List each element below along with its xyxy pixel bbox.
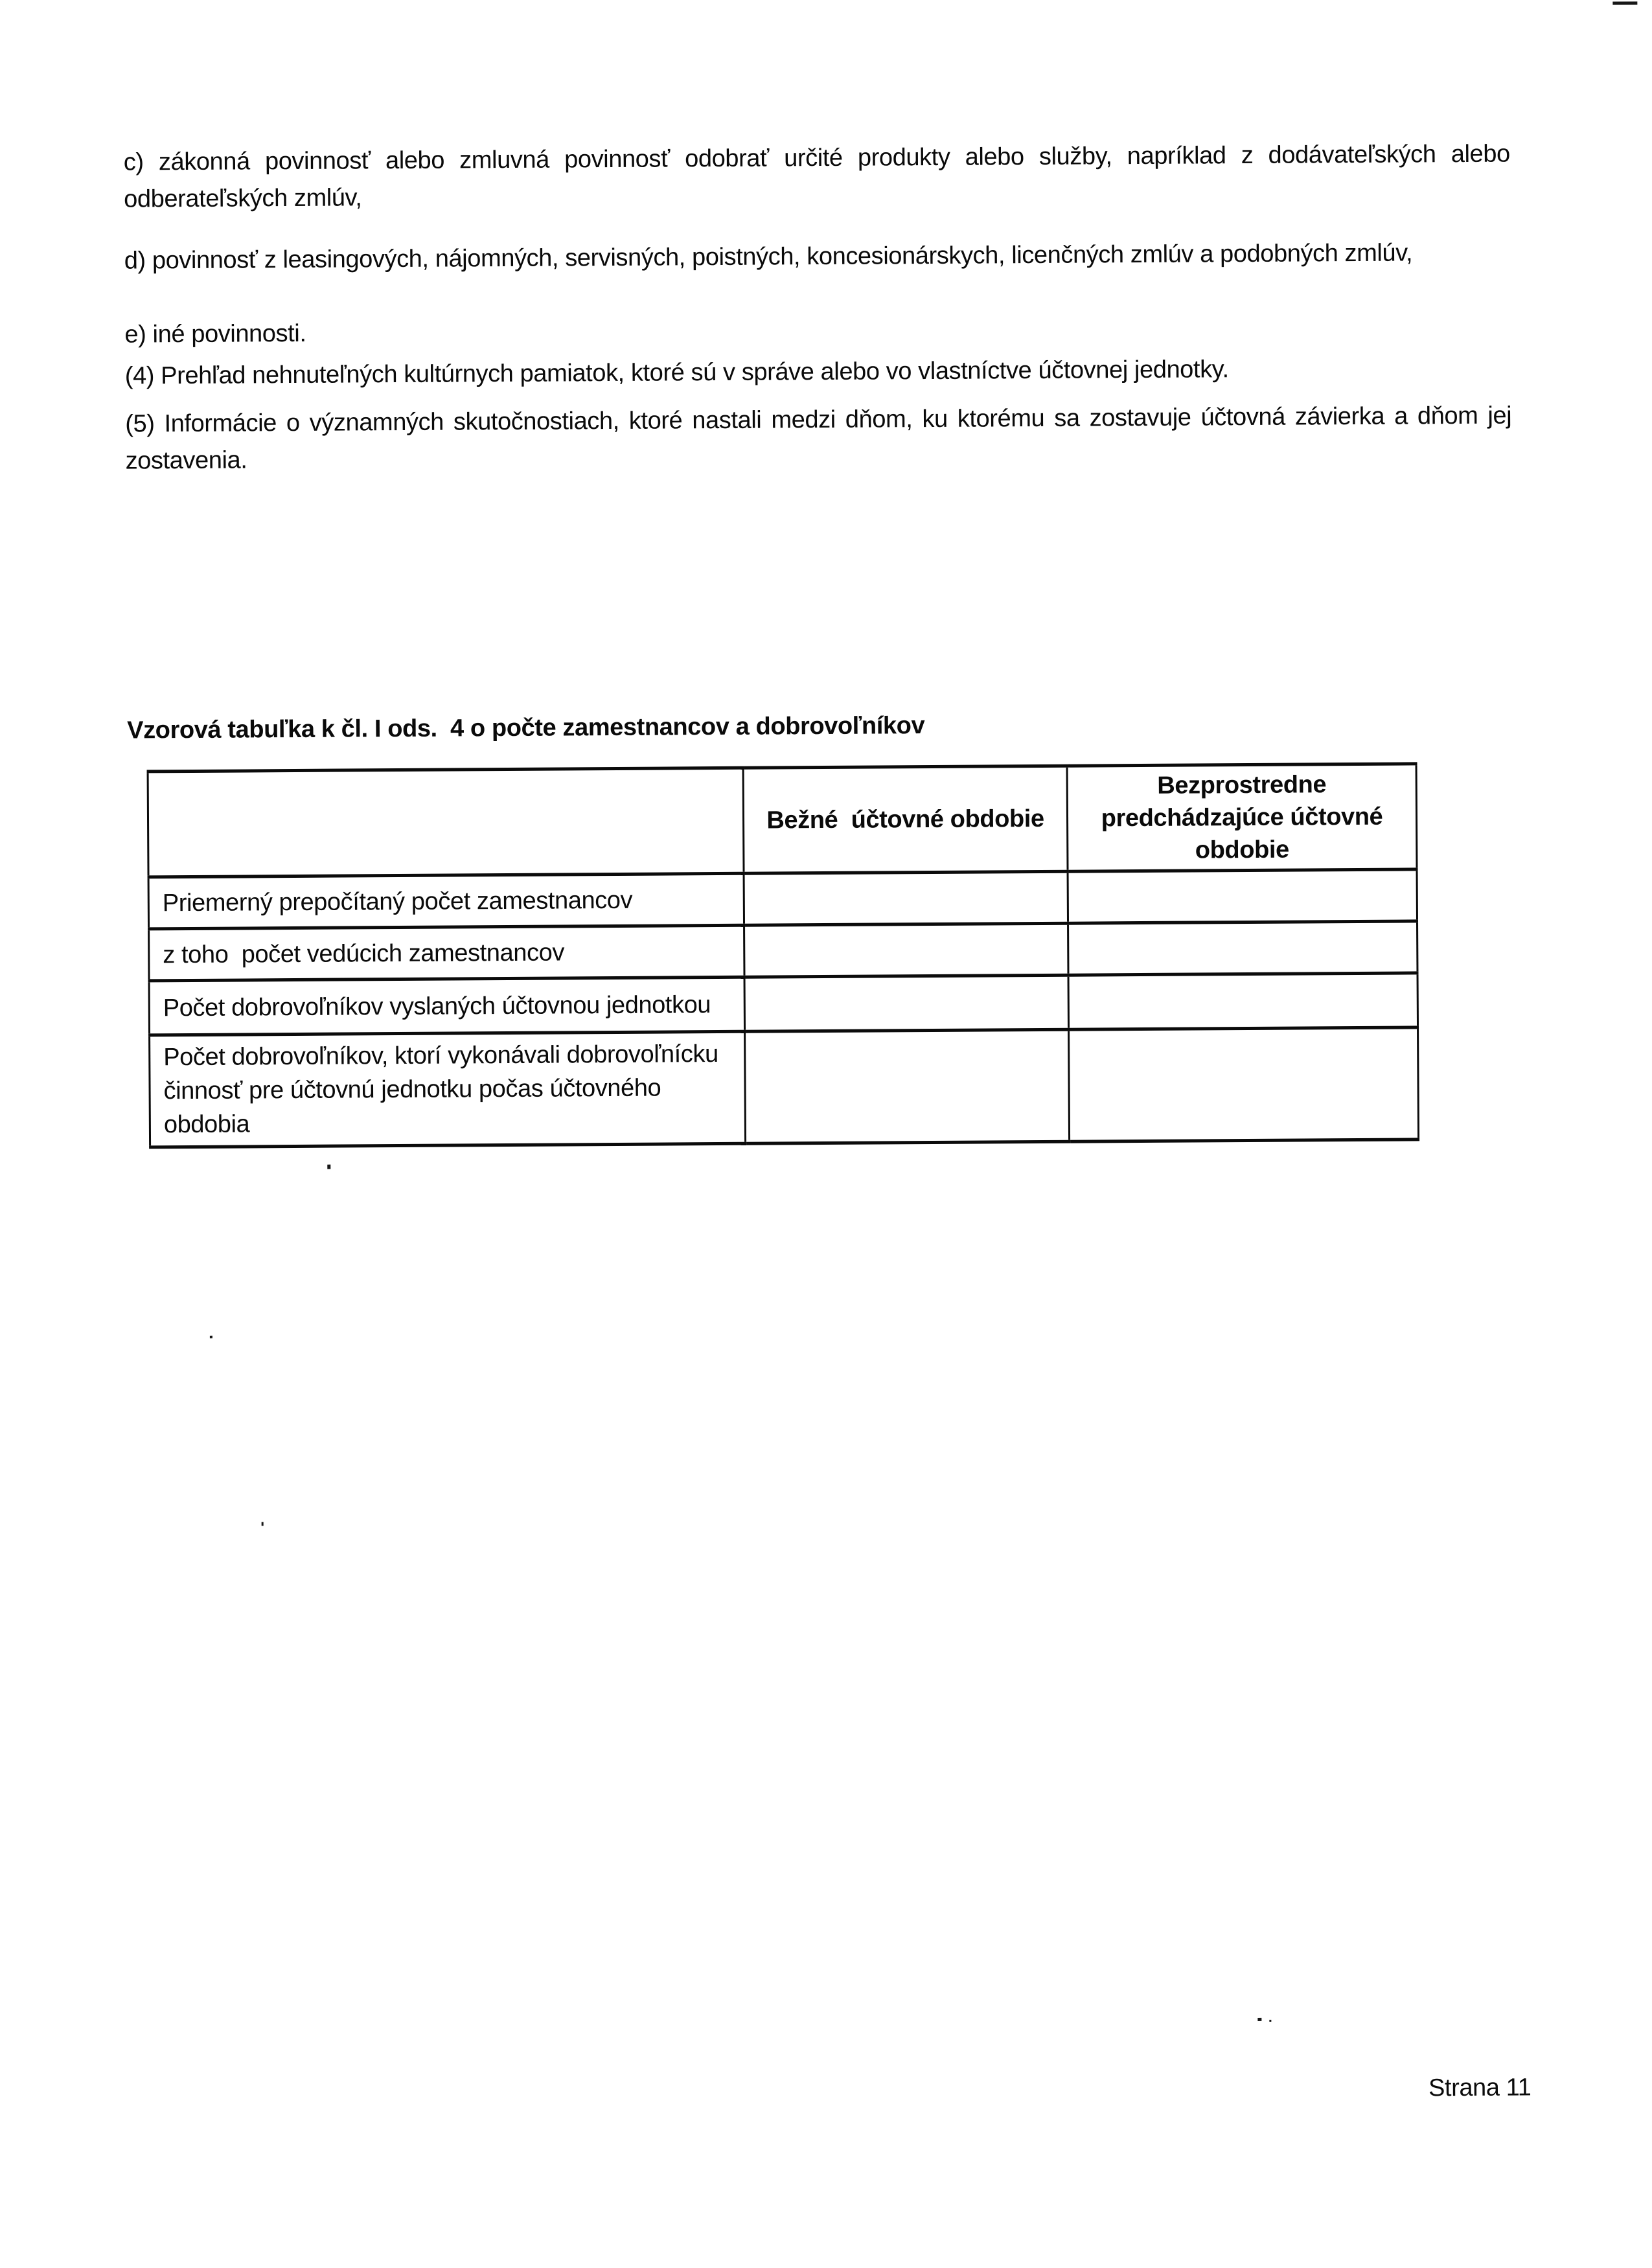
current-period-cell	[744, 975, 1069, 1031]
paragraph-4: (4) Prehľad nehnuteľných kultúrnych pamiatok, ktoré sú v správe alebo vo vlastníctve účtovnej jednotky.	[124, 356, 1229, 390]
paragraph-d: d) povinnosť z leasingových, nájomných, servisných, poistných, koncesionárskych, licenčných zmlúv a podobných zmlúv,	[124, 239, 1413, 275]
table-row	[148, 869, 1417, 929]
paragraph-e: e) iné povinnosti.	[124, 319, 306, 349]
row-label-cell: Počet dobrovoľníkov, ktorí vykonávali dobrovoľnícku činnosť pre účtovnú jednotku počas účtovného obdobia	[150, 1031, 746, 1147]
previous-period-cell	[1068, 973, 1418, 1029]
header-empty-cell	[148, 768, 744, 877]
page-number: Strana 11	[1428, 2074, 1532, 2102]
header-current-period: Bežné účtovné obdobie	[743, 766, 1068, 873]
table-row	[149, 921, 1417, 981]
previous-period-cell	[1069, 1027, 1419, 1141]
header-previous-period: Bezprostredne predchádzajúce účtovné obdobie	[1067, 764, 1417, 871]
scan-speck	[210, 1336, 212, 1338]
current-period-cell	[744, 923, 1068, 977]
scan-mark-dash	[1612, 1, 1637, 5]
table-caption: Vzorová tabuľka k čl. I ods. 4 o počte zamestnancov a dobrovoľníkov	[127, 712, 925, 744]
scan-speck	[327, 1165, 330, 1169]
row-label-cell: Počet dobrovoľníkov vyslaných účtovnou jednotkou	[149, 977, 744, 1035]
employee-volunteer-count-table	[147, 762, 1420, 1149]
paragraph-c: c) zákonná povinnosť alebo zmluvná povinnosť odobrať určité produkty alebo služby, napríklad z dodávateľských alebo odberateľských zmlúv,	[123, 140, 1510, 213]
current-period-cell	[745, 1029, 1070, 1143]
table-row	[150, 1027, 1419, 1147]
current-period-cell	[744, 871, 1068, 925]
row-label-cell: z toho počet vedúcich zamestnancov	[149, 925, 744, 981]
scan-speck	[1269, 2020, 1271, 2022]
table-row	[149, 973, 1417, 1035]
previous-period-cell	[1068, 921, 1417, 975]
paragraph-5: (5) Informácie o významných skutočnostiach, ktoré nastali medzi dňom, ku ktorému sa zostavuje účtovná závierka a dňom jej zostavenia.	[125, 402, 1512, 475]
scan-speck	[1257, 2018, 1261, 2021]
scan-speck	[262, 1522, 264, 1526]
previous-period-cell	[1068, 869, 1417, 923]
table-header-row	[148, 764, 1417, 877]
row-label-cell: Priemerný prepočítaný počet zamestnancov	[148, 873, 744, 929]
